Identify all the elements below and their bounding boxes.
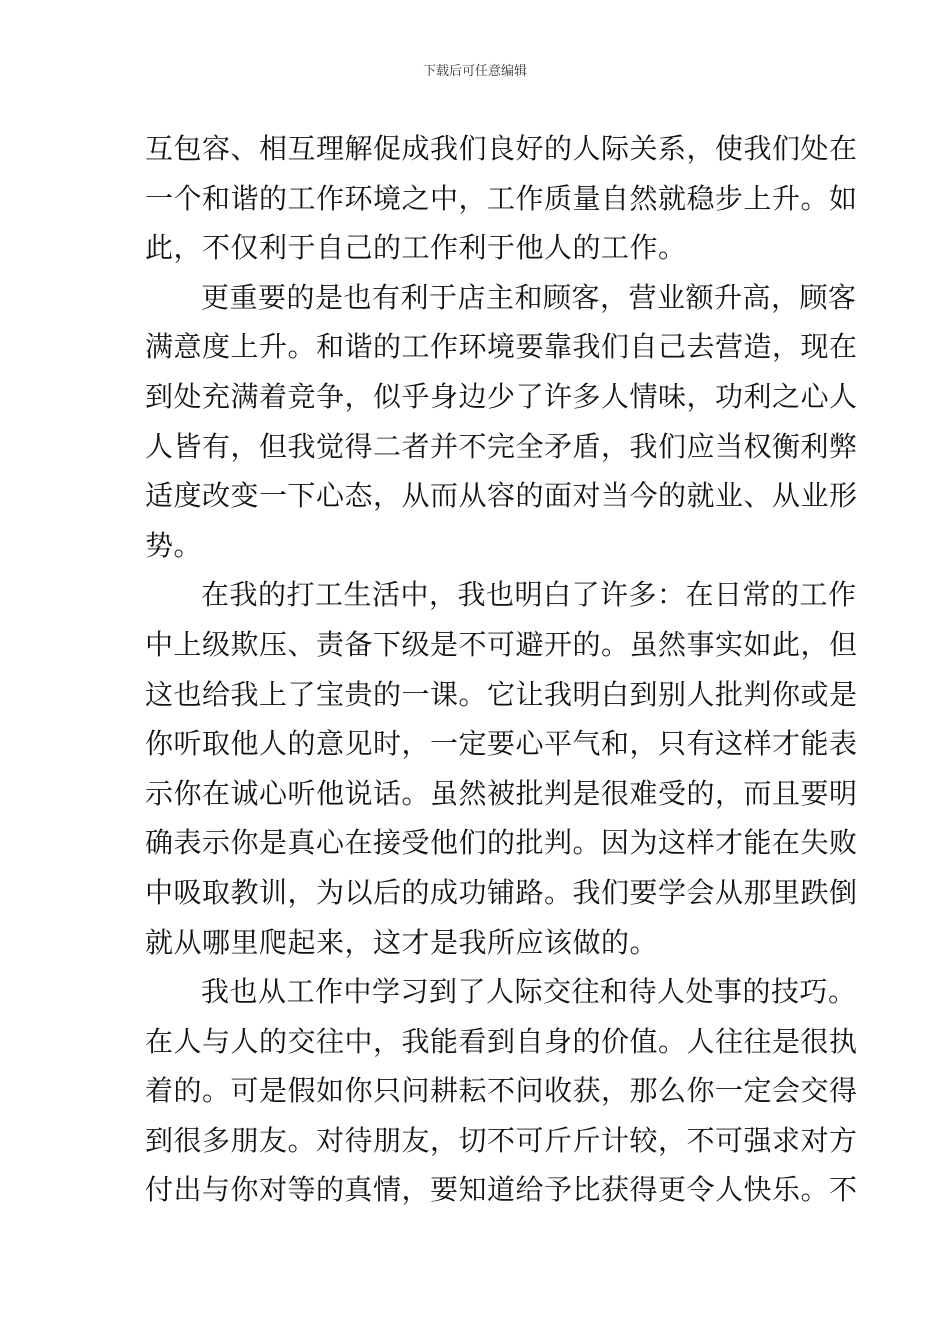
- text-line: 你听取他人的意见时，一定要心平气和，只有这样才能表: [145, 727, 858, 761]
- text-line: 到处充满着竞争，似乎身边少了许多人情味，功利之心人: [145, 379, 858, 413]
- text-line: 中吸取教训，为以后的成功铺路。我们要学会从那里跌倒: [145, 875, 858, 909]
- paragraph-start-line: 我也从工作中学习到了人际交往和待人处事的技巧。: [201, 975, 857, 1009]
- text-line: 到很多朋友。对待朋友，切不可斤斤计较，不可强求对方: [145, 1123, 858, 1157]
- paragraph-start-line: 更重要的是也有利于店主和顾客，营业额升高，顾客: [201, 280, 857, 314]
- text-line: 确表示你是真心在接受他们的批判。因为这样才能在失败: [145, 826, 858, 860]
- text-line: 付出与你对等的真情，要知道给予比获得更令人快乐。不: [145, 1173, 858, 1207]
- text-line: 着的。可是假如你只问耕耘不问收获，那么你一定会交得: [145, 1074, 858, 1108]
- text-line: 满意度上升。和谐的工作环境要靠我们自己去营造，现在: [145, 330, 858, 364]
- text-line: 人皆有，但我觉得二者并不完全矛盾，我们应当权衡利弊: [145, 429, 858, 463]
- text-line: 就从哪里爬起来，这才是我所应该做的。: [145, 925, 659, 959]
- paragraph-start-line: 在我的打工生活中，我也明白了许多：在日常的工作: [201, 578, 857, 612]
- text-line: 这也给我上了宝贵的一课。它让我明白到别人批判你或是: [145, 677, 858, 711]
- document-body: [145, 124, 858, 1215]
- page-header: 下载后可任意编辑: [422, 64, 527, 79]
- text-line: 一个和谐的工作环境之中，工作质量自然就稳步上升。如: [145, 181, 858, 215]
- text-line: 在人与人的交往中，我能看到自身的价值。人往往是很执: [145, 1024, 858, 1058]
- text-line: 中上级欺压、责备下级是不可避开的。虽然事实如此，但: [145, 627, 858, 661]
- text-line: 势。: [145, 528, 203, 562]
- text-line: 示你在诚心听他说话。虽然被批判是很难受的，而且要明: [145, 776, 858, 810]
- text-line: 此，不仅利于自己的工作利于他人的工作。: [145, 231, 687, 265]
- text-line: 互包容、相互理解促成我们良好的人际关系，使我们处在: [145, 132, 858, 165]
- text-line: 适度改变一下心态，从而从容的面对当今的就业、从业形: [145, 479, 858, 513]
